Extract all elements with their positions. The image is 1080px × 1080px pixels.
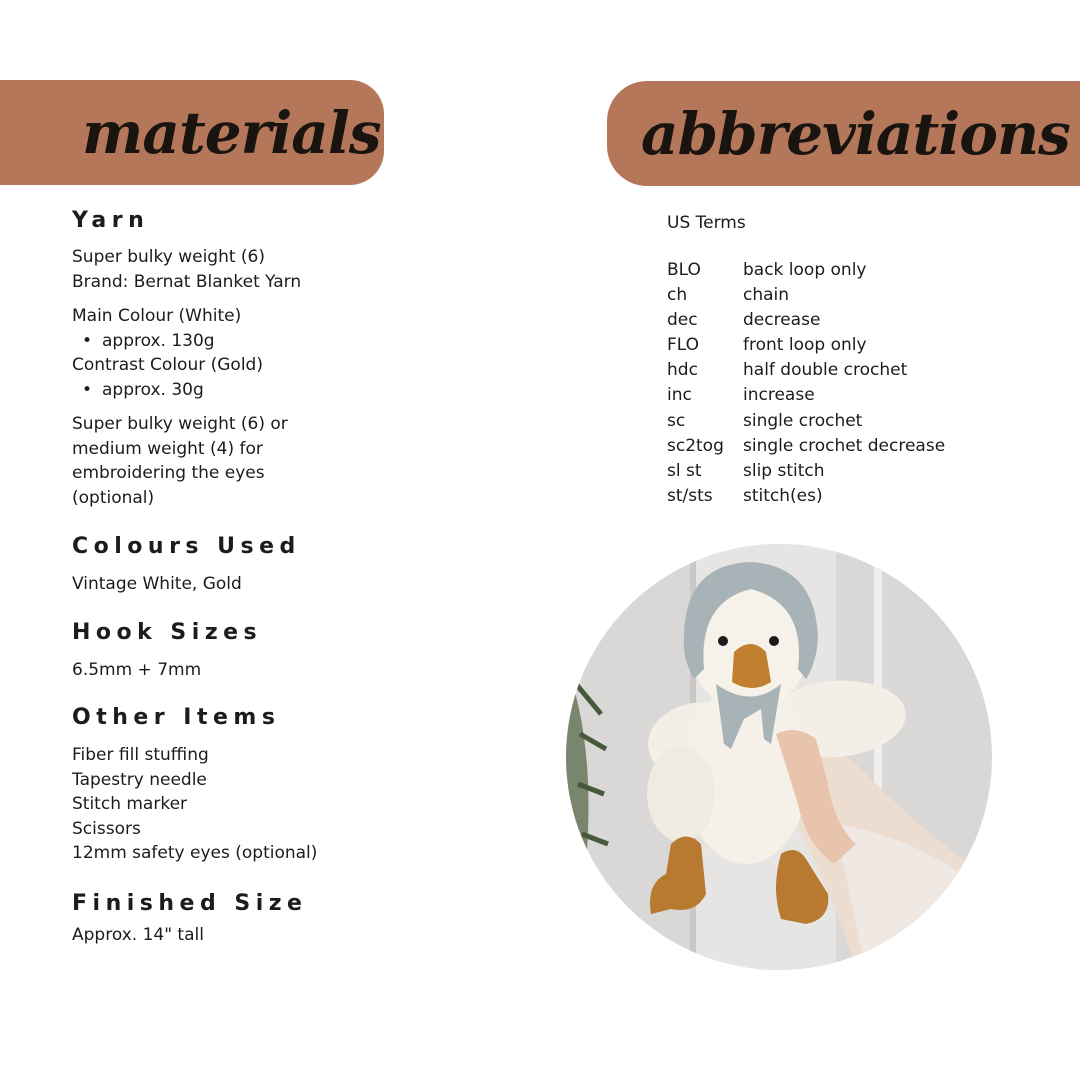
hooks-value: 6.5mm + 7mm [72, 659, 202, 680]
other-item: Tapestry needle [72, 769, 207, 790]
other-item: 12mm safety eyes (optional) [72, 843, 318, 863]
other-items-list [72, 743, 512, 866]
abbr-row [667, 383, 945, 408]
abbr-row [667, 258, 945, 283]
contrast-colour: Contrast Colour (Gold) [72, 355, 263, 375]
finished-size-value: Approx. 14" tall [72, 924, 204, 945]
eye-yarn-note [72, 412, 512, 510]
colours-heading: Colours Used [72, 534, 301, 559]
abbr-meaning: chain [743, 285, 790, 306]
abbr-key: hdc [667, 360, 698, 381]
abbr-row [667, 308, 945, 333]
abbr-key: dec [667, 310, 698, 331]
abbr-meaning: single crochet decrease [743, 435, 946, 456]
abbr-key: ch [667, 285, 688, 306]
yarn-details [72, 245, 512, 294]
eye-yarn-line: Super bulky weight (6) or [72, 414, 288, 434]
yarn-brand: Brand: Bernat Blanket Yarn [72, 271, 302, 292]
goose-plush-illustration [566, 544, 992, 970]
abbr-meaning: front loop only [743, 335, 867, 356]
goose-plush-photo [566, 544, 992, 970]
abbr-key: sc [667, 410, 686, 431]
abbr-meaning: stitch(es) [743, 485, 823, 506]
yarn-heading: Yarn [72, 208, 150, 233]
abbr-row [667, 434, 945, 459]
abbr-key: FLO [667, 335, 700, 356]
materials-title: materials [82, 98, 381, 167]
abbr-row [667, 409, 945, 434]
abbr-meaning: decrease [743, 310, 821, 331]
abbr-key: BLO [667, 260, 701, 280]
abbr-row [667, 484, 945, 509]
yarn-weight: Super bulky weight (6) [72, 247, 266, 267]
abbr-key: inc [667, 385, 692, 406]
eye-yarn-line: (optional) [72, 487, 155, 508]
abbreviations-table [667, 258, 945, 509]
yarn-colours [72, 304, 512, 402]
abbr-key: sl st [667, 460, 702, 481]
abbr-meaning: increase [743, 385, 815, 406]
other-item: Stitch marker [72, 794, 188, 814]
eye-yarn-line: embroidering the eyes [72, 463, 265, 483]
other-item: Scissors [72, 818, 141, 839]
abbr-key: st/sts [667, 485, 713, 506]
abbreviations-banner [607, 81, 1080, 186]
abbr-key: sc2tog [667, 435, 724, 456]
abbr-meaning: single crochet [743, 410, 863, 431]
abbr-row [667, 459, 945, 484]
finished-size-heading: Finished Size [72, 890, 308, 916]
main-colour-amount: • approx. 130g [72, 329, 512, 354]
abbreviations-title: abbreviations [641, 99, 1070, 168]
hooks-heading: Hook Sizes [72, 619, 263, 645]
other-item: Fiber fill stuffing [72, 745, 209, 765]
main-colour: Main Colour (White) [72, 306, 242, 326]
terms-label: US Terms [667, 213, 746, 233]
abbr-row [667, 358, 945, 383]
abbr-row [667, 283, 945, 308]
colours-value: Vintage White, Gold [72, 574, 242, 594]
eye-yarn-line: medium weight (4) for [72, 438, 263, 459]
materials-list [72, 205, 512, 947]
abbr-meaning: slip stitch [743, 460, 825, 481]
other-items-heading: Other Items [72, 705, 281, 730]
abbr-meaning: back loop only [743, 260, 867, 280]
materials-banner [0, 80, 384, 185]
contrast-colour-amount: • approx. 30g [72, 378, 512, 403]
abbr-meaning: half double crochet [743, 360, 908, 381]
abbr-row [667, 333, 945, 358]
